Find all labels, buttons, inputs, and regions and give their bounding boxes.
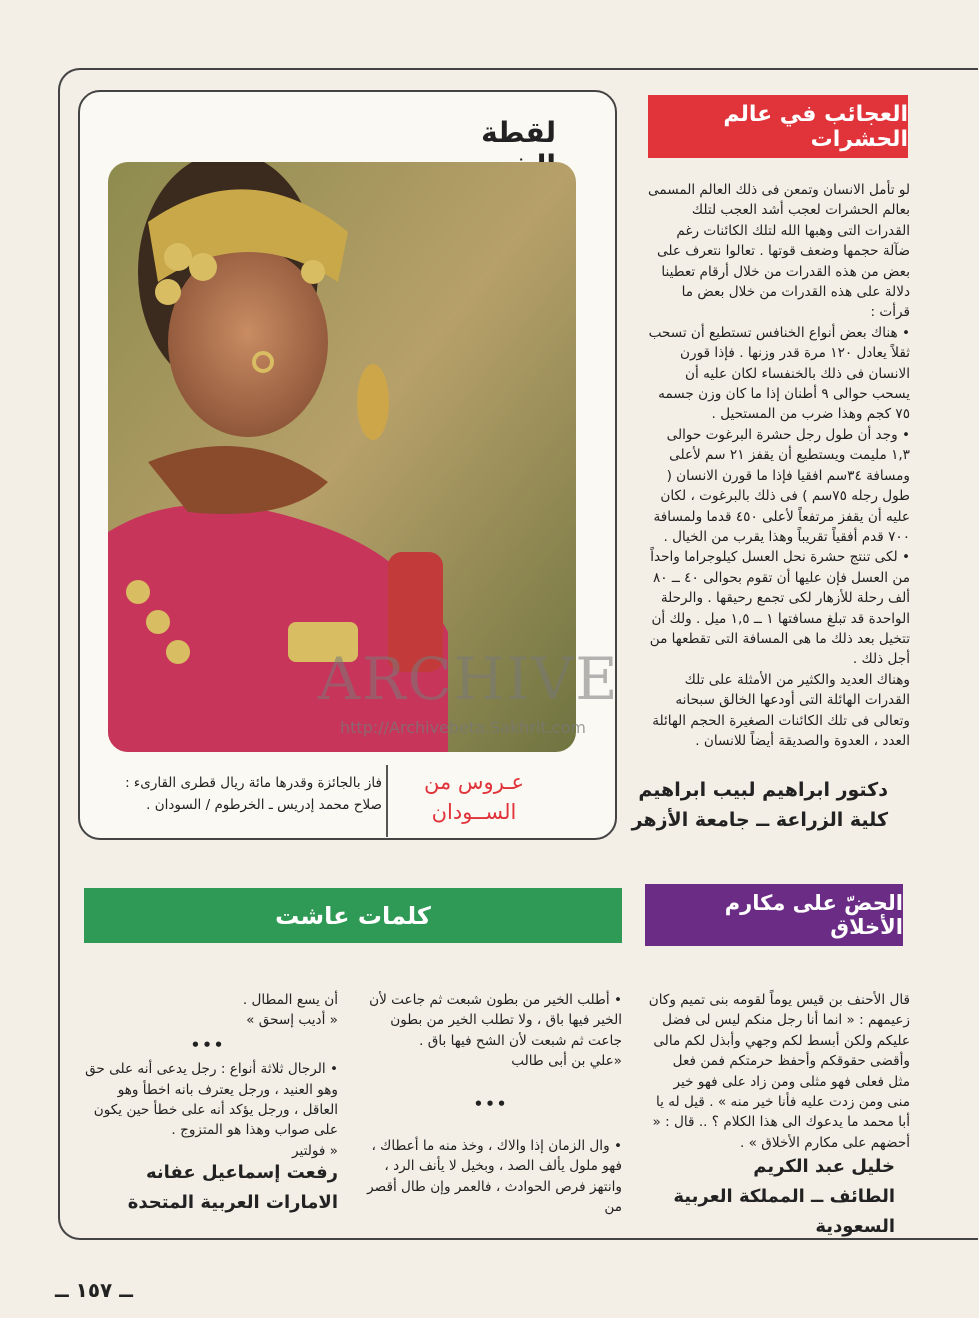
- morals-banner-title: الحضّ على مكارم الأخلاق: [724, 891, 903, 939]
- insects-article: [648, 180, 910, 751]
- morals-article: [648, 990, 910, 1153]
- photo-caption-title: عـروس من الســودان: [424, 770, 524, 824]
- insects-author: دكتور ابراهيم لبيب ابراهيم: [638, 779, 888, 801]
- morals-text: قال الأحنف بن قيس يوماً لقومه بنى تميم وكان زعيمهم : « انما أنا رجل منكم ليس لى فضل عليكم ولكن أبسط لكم وجهي وأبذل لكم مالى وأقضى حقوقكم وأحفظ حرمتكم فمن فعل مثل فعلى فهو مثلى ومن زاد على فهو خير منى ومن زدت عليه فأنا خير منه » . قيل له يا أبا محمد ما يدعوك الى هذا الكلام ؟ .. قال : « أحضهم على مكارم الأخلاق » .: [648, 992, 910, 1151]
- morals-signature: [620, 1152, 895, 1242]
- words-column-left: [78, 990, 338, 1161]
- insects-paragraph: • هناك بعض أنواع الخنافس تستطيع أن تسحب ثقلاً يعادل ١٢٠ مرة قدر وزنها . فإذا قورن الانسان فى ذلك بالخنفساء لكان عليه أن يسحب حوالى ٩ أطنان إذا ما كان وزن جسمه ٧٥ كجم وهذا ضرب من المستحيل .: [648, 324, 910, 423]
- insects-affiliation: كلية الزراعة ــ جامعة الأزهر: [631, 809, 888, 831]
- separator-dots: •••: [190, 1035, 226, 1054]
- words-author: رفعت إسماعيل عفانه: [146, 1162, 338, 1183]
- quote-attribution: « فولتير: [291, 1142, 338, 1159]
- words-banner: [84, 888, 622, 943]
- insects-paragraph: وهناك العديد والكثير من الأمثلة على تلك القدرات الهائلة التى أودعها الخالق سبحانه وتعالى فى تلك الكائنات الصغيرة الحجم الهائلة العدد ، العدوة والصديقة أيضاً للانسان .: [652, 671, 910, 749]
- quote: • الرجال ثلاثة أنواع : رجل يدعى أنه على حق وهو العنيد ، ورجل يعترف بانه اخطأ وهو العاقل ، ورجل يؤكد أنه على خطأ حين يكون على صواب وهذا هو المتزوج .: [85, 1061, 338, 1139]
- morals-banner: [645, 884, 903, 946]
- insects-banner-title: العجائب في عالم الحشرات: [723, 101, 908, 152]
- morals-author: خليل عبد الكريم: [753, 1156, 895, 1177]
- words-column-middle: [360, 990, 622, 1218]
- morals-location: الطائف ــ المملكة العربية السعودية: [673, 1186, 895, 1237]
- insects-paragraph: لو تأمل الانسان وتمعن فى ذلك العالم المسمى بعالم الحشرات لعجب أشد العجب لتلك القدرات التى وهبها الله لتلك الكائنات رغم ضآلة حجمها وضعف قوتها . تعالوا نتعرف على بعض من هذه القدرات من خلال أرقام تعطينا دلالة على هذه القدرات من خلال بعض ما قرأت :: [648, 182, 910, 321]
- caption-divider: [386, 765, 388, 837]
- insects-signature: [620, 775, 888, 835]
- quote: • وال الزمان إذا والاك ، وخذ منه ما أعطاك ، فهو ملول يألف الصد ، وبخيل لا يأنف الرد ، وانتهز فرص الحوادث ، فالعمر وإن طال أقصر من: [367, 1138, 622, 1216]
- quote-attribution: «علي بن أبى طالب: [511, 1053, 622, 1070]
- insects-banner: [648, 95, 908, 158]
- quote-continuation: أن يسع المطال .: [242, 992, 338, 1008]
- insects-paragraph: • وجد أن طول رجل حشرة البرغوت حوالى ١,٣ مليمت ويستطيع أن يقفز ٢١ سم لأعلى ومسافة ٣٤سم افقيا فإذا ما قورن الانسان ( طول رجله ٧٥سم ) فى ذلك بالبرغوت ، لكان عليه أن يقفز مرتفعاً لأعلى ٤٥٠ قدما ولمسافة ٧٠٠ قدم أفقياً تقريباً وهذا يقرب من الخيال .: [653, 426, 910, 545]
- insects-paragraph: • لكى تنتج حشرة نحل العسل كيلوجراما واحداً من العسل فإن عليها أن تقوم بحوالى ٤٠ ــ ٨٠ ألف رحلة للأزهار لكى تجمع رحيقها . والرحلة الواحدة قد تبلغ مسافتها ١ ــ ١,٥ ميل . ولك أن تتخيل بعد ذلك ما هى المسافة التى تقطعها من أجل ذلك .: [649, 549, 910, 668]
- words-banner-title: كلمات عاشت: [275, 901, 431, 930]
- archive-watermark-url: http://Archivebeta.Sakhrit.com: [340, 718, 586, 737]
- photo-caption-text: فاز بالجائزة وقدرها مائة ريال قطرى القارىء : صلاح محمد إدريس ـ الخرطوم / السودان .: [125, 775, 382, 813]
- words-signature: [78, 1158, 338, 1218]
- quote: • أطلب الخير من بطون شبعت ثم جاعت لأن الخير فيها باق ، ولا تطلب الخير من بطون جاعت ثم شبعت لأن الشح فيها باق .: [369, 992, 622, 1049]
- page-number: ــ ١٥٧ ــ: [55, 1278, 133, 1302]
- separator-dots: •••: [473, 1094, 509, 1113]
- words-location: الامارات العربية المتحدة: [127, 1192, 338, 1213]
- photo-of-month-title: لقطة: [481, 116, 556, 149]
- archive-watermark: ARCHIVE: [318, 645, 620, 713]
- quote-attribution: « أديب إسحق »: [246, 1012, 338, 1029]
